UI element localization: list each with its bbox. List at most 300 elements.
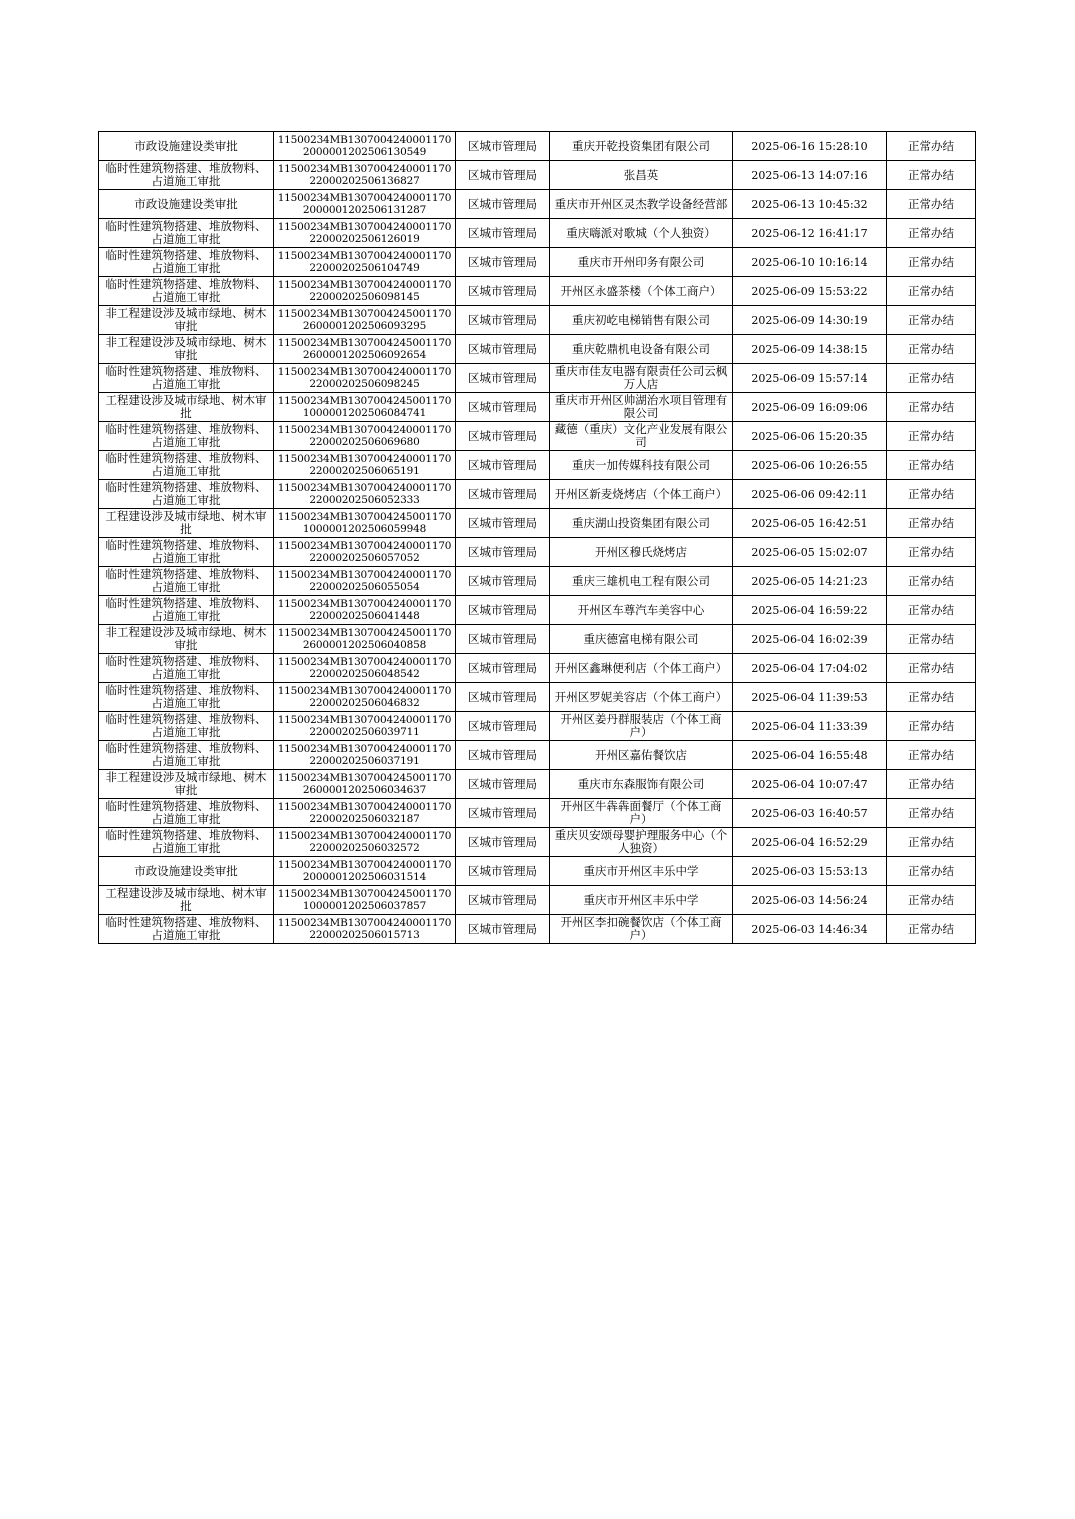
cell-approval-type-text: 非工程建设涉及城市绿地、树木审批 <box>105 336 267 362</box>
cell-department-text: 区城市管理局 <box>468 719 537 733</box>
cell-completion-time-text: 2025-06-06 09:42:11 <box>751 487 868 501</box>
cell-department-text: 区城市管理局 <box>468 168 537 182</box>
table-row <box>99 683 976 712</box>
cell-applicant <box>550 509 733 538</box>
cell-approval-type-text: 非工程建设涉及城市绿地、树木审批 <box>105 771 267 797</box>
cell-applicant-text: 重庆市开州区丰乐中学 <box>583 864 699 878</box>
cell-status <box>887 567 976 596</box>
cell-department-text: 区城市管理局 <box>468 835 537 849</box>
cell-applicant <box>550 277 733 306</box>
cell-approval-type-text: 工程建设涉及城市绿地、树木审批 <box>105 394 267 420</box>
cell-case-number-text: 11500234MB130700424000117022000202506039711 <box>277 713 452 738</box>
cell-status <box>887 306 976 335</box>
cell-department-text: 区城市管理局 <box>468 342 537 356</box>
cell-department <box>456 857 550 886</box>
table-row <box>99 190 976 219</box>
cell-status-text: 正常办结 <box>908 893 954 907</box>
cell-completion-time <box>733 596 887 625</box>
cell-completion-time-text: 2025-06-09 15:53:22 <box>751 284 868 298</box>
cell-approval-type <box>99 828 274 857</box>
cell-completion-time <box>733 132 887 161</box>
cell-case-number-text: 11500234MB130700424000117022000202506098245 <box>277 365 452 390</box>
cell-approval-type <box>99 886 274 915</box>
table-row <box>99 219 976 248</box>
cell-department <box>456 190 550 219</box>
cell-case-number <box>274 857 456 886</box>
cell-case-number <box>274 480 456 509</box>
cell-status-text: 正常办结 <box>908 806 954 820</box>
cell-applicant <box>550 799 733 828</box>
cell-status-text: 正常办结 <box>908 255 954 269</box>
table-row <box>99 567 976 596</box>
cell-completion-time-text: 2025-06-09 14:38:15 <box>751 342 868 356</box>
table-row <box>99 828 976 857</box>
cell-approval-type-text: 临时性建筑物搭建、堆放物料、占道施工审批 <box>105 655 267 681</box>
cell-case-number-text: 11500234MB13070042450011702600001202506092654 <box>277 336 452 361</box>
cell-approval-type-text: 临时性建筑物搭建、堆放物料、占道施工审批 <box>105 742 267 768</box>
table-row <box>99 480 976 509</box>
cell-case-number <box>274 886 456 915</box>
cell-completion-time <box>733 335 887 364</box>
cell-completion-time-text: 2025-06-05 14:21:23 <box>751 574 868 588</box>
cell-status-text: 正常办结 <box>908 864 954 878</box>
cell-approval-type-text: 市政设施建设类审批 <box>134 864 238 878</box>
cell-case-number-text: 11500234MB13070042400011702000001202506031514 <box>277 858 452 883</box>
table-row <box>99 741 976 770</box>
table-row <box>99 886 976 915</box>
cell-department <box>456 654 550 683</box>
table-row <box>99 161 976 190</box>
cell-applicant <box>550 364 733 393</box>
cell-case-number-text: 11500234MB130700424000117022000202506104749 <box>277 249 452 274</box>
cell-case-number <box>274 683 456 712</box>
cell-approval-type-text: 市政设施建设类审批 <box>134 197 238 211</box>
cell-approval-type <box>99 741 274 770</box>
cell-status <box>887 886 976 915</box>
cell-status-text: 正常办结 <box>908 719 954 733</box>
cell-status <box>887 857 976 886</box>
cell-applicant <box>550 538 733 567</box>
cell-approval-type <box>99 306 274 335</box>
table-row <box>99 857 976 886</box>
cell-completion-time <box>733 277 887 306</box>
cell-completion-time <box>733 219 887 248</box>
cell-department <box>456 161 550 190</box>
cell-completion-time-text: 2025-06-09 15:57:14 <box>751 371 868 385</box>
cell-completion-time <box>733 509 887 538</box>
cell-completion-time-text: 2025-06-04 17:04:02 <box>751 661 868 675</box>
cell-completion-time-text: 2025-06-09 14:30:19 <box>751 313 868 327</box>
cell-completion-time <box>733 886 887 915</box>
cell-completion-time <box>733 712 887 741</box>
cell-completion-time-text: 2025-06-04 10:07:47 <box>751 777 868 791</box>
cell-applicant <box>550 132 733 161</box>
cell-applicant-text: 开州区车尊汽车美容中心 <box>577 603 705 617</box>
cell-completion-time-text: 2025-06-13 14:07:16 <box>751 168 868 182</box>
cell-applicant <box>550 306 733 335</box>
cell-approval-type-text: 临时性建筑物搭建、堆放物料、占道施工审批 <box>105 597 267 623</box>
cell-approval-type <box>99 596 274 625</box>
cell-department-text: 区城市管理局 <box>468 690 537 704</box>
table-row <box>99 538 976 567</box>
cell-approval-type <box>99 712 274 741</box>
cell-applicant-text: 重庆乾鼎机电设备有限公司 <box>572 342 710 356</box>
cell-case-number-text: 11500234MB130700424000117022000202506052333 <box>277 481 452 506</box>
cell-department <box>456 451 550 480</box>
cell-completion-time <box>733 828 887 857</box>
cell-status-text: 正常办结 <box>908 342 954 356</box>
cell-department <box>456 886 550 915</box>
cell-approval-type <box>99 451 274 480</box>
cell-department <box>456 306 550 335</box>
cell-applicant-text: 开州区李扣碗餐饮店（个体工商户） <box>560 916 722 942</box>
cell-department <box>456 915 550 944</box>
cell-completion-time <box>733 161 887 190</box>
cell-department <box>456 567 550 596</box>
cell-status <box>887 770 976 799</box>
cell-department-text: 区城市管理局 <box>468 487 537 501</box>
cell-approval-type <box>99 538 274 567</box>
cell-department <box>456 248 550 277</box>
cell-completion-time <box>733 538 887 567</box>
cell-completion-time-text: 2025-06-04 11:33:39 <box>751 719 868 733</box>
cell-applicant <box>550 480 733 509</box>
cell-department-text: 区城市管理局 <box>468 429 537 443</box>
cell-status <box>887 625 976 654</box>
cell-completion-time <box>733 654 887 683</box>
cell-case-number-text: 11500234MB13070042450011702600001202506034637 <box>277 771 452 796</box>
cell-case-number <box>274 741 456 770</box>
cell-applicant-text: 开州区姜丹群服装店（个体工商户） <box>560 713 722 739</box>
cell-status-text: 正常办结 <box>908 371 954 385</box>
cell-applicant <box>550 422 733 451</box>
cell-status <box>887 712 976 741</box>
cell-case-number <box>274 248 456 277</box>
cell-status-text: 正常办结 <box>908 226 954 240</box>
cell-applicant <box>550 741 733 770</box>
cell-department <box>456 538 550 567</box>
cell-approval-type-text: 工程建设涉及城市绿地、树木审批 <box>105 887 267 913</box>
cell-approval-type <box>99 132 274 161</box>
cell-approval-type-text: 非工程建设涉及城市绿地、树木审批 <box>105 307 267 333</box>
cell-case-number-text: 11500234MB13070042450011702600001202506093295 <box>277 307 452 332</box>
cell-applicant <box>550 770 733 799</box>
cell-case-number <box>274 422 456 451</box>
cell-case-number-text: 11500234MB130700424000117022000202506136827 <box>277 162 452 187</box>
cell-case-number-text: 11500234MB130700424000117022000202506057052 <box>277 539 452 564</box>
table-row <box>99 364 976 393</box>
cell-status <box>887 596 976 625</box>
cell-department-text: 区城市管理局 <box>468 893 537 907</box>
table-row <box>99 132 976 161</box>
cell-applicant-text: 重庆湖山投资集团有限公司 <box>572 516 710 530</box>
cell-status <box>887 915 976 944</box>
cell-approval-type-text: 工程建设涉及城市绿地、树木审批 <box>105 510 267 536</box>
cell-completion-time-text: 2025-06-03 14:46:34 <box>751 922 868 936</box>
cell-approval-type <box>99 770 274 799</box>
cell-applicant-text: 重庆市开州印务有限公司 <box>577 255 705 269</box>
cell-status-text: 正常办结 <box>908 487 954 501</box>
cell-applicant <box>550 915 733 944</box>
cell-approval-type-text: 临时性建筑物搭建、堆放物料、占道施工审批 <box>105 162 267 188</box>
cell-case-number-text: 11500234MB130700424000117022000202506098145 <box>277 278 452 303</box>
cell-case-number-text: 11500234MB130700424000117022000202506046832 <box>277 684 452 709</box>
cell-applicant-text: 重庆德富电梯有限公司 <box>583 632 699 646</box>
cell-case-number <box>274 654 456 683</box>
table-row <box>99 277 976 306</box>
cell-department-text: 区城市管理局 <box>468 197 537 211</box>
cell-completion-time <box>733 915 887 944</box>
cell-applicant <box>550 335 733 364</box>
table-row <box>99 422 976 451</box>
cell-case-number <box>274 625 456 654</box>
cell-approval-type <box>99 683 274 712</box>
cell-case-number <box>274 306 456 335</box>
cell-completion-time <box>733 799 887 828</box>
table-row <box>99 654 976 683</box>
cell-applicant <box>550 190 733 219</box>
cell-completion-time <box>733 393 887 422</box>
cell-status-text: 正常办结 <box>908 574 954 588</box>
table-row <box>99 799 976 828</box>
cell-completion-time-text: 2025-06-03 14:56:24 <box>751 893 868 907</box>
cell-status <box>887 538 976 567</box>
cell-status-text: 正常办结 <box>908 661 954 675</box>
cell-applicant <box>550 596 733 625</box>
cell-completion-time-text: 2025-06-04 11:39:53 <box>751 690 868 704</box>
cell-approval-type <box>99 161 274 190</box>
table-row <box>99 712 976 741</box>
cell-applicant-text: 重庆一加传媒科技有限公司 <box>572 458 710 472</box>
cell-applicant-text: 开州区穆氏烧烤店 <box>595 545 687 559</box>
cell-approval-type <box>99 915 274 944</box>
cell-completion-time-text: 2025-06-09 16:09:06 <box>751 400 868 414</box>
table-row <box>99 625 976 654</box>
cell-applicant-text: 开州区新麦烧烤店（个体工商户） <box>554 487 728 501</box>
cell-status <box>887 393 976 422</box>
table-row <box>99 509 976 538</box>
cell-completion-time-text: 2025-06-06 15:20:35 <box>751 429 868 443</box>
cell-status-text: 正常办结 <box>908 690 954 704</box>
cell-status-text: 正常办结 <box>908 545 954 559</box>
cell-approval-type <box>99 567 274 596</box>
cell-case-number-text: 11500234MB13070042400011702000001202506130549 <box>277 133 452 158</box>
cell-department-text: 区城市管理局 <box>468 226 537 240</box>
cell-case-number <box>274 277 456 306</box>
cell-approval-type-text: 临时性建筑物搭建、堆放物料、占道施工审批 <box>105 916 267 942</box>
cell-case-number <box>274 828 456 857</box>
cell-case-number <box>274 538 456 567</box>
cell-approval-type <box>99 857 274 886</box>
cell-department <box>456 625 550 654</box>
cell-applicant <box>550 393 733 422</box>
cell-applicant <box>550 828 733 857</box>
cell-department <box>456 393 550 422</box>
cell-status <box>887 741 976 770</box>
cell-applicant-text: 开州区牛犇犇面餐厅（个体工商户） <box>560 800 722 826</box>
cell-case-number-text: 11500234MB130700424000117022000202506041448 <box>277 597 452 622</box>
cell-department <box>456 712 550 741</box>
cell-status-text: 正常办结 <box>908 516 954 530</box>
cell-status-text: 正常办结 <box>908 313 954 327</box>
cell-approval-type-text: 临时性建筑物搭建、堆放物料、占道施工审批 <box>105 249 267 275</box>
cell-approval-type-text: 临时性建筑物搭建、堆放物料、占道施工审批 <box>105 713 267 739</box>
cell-approval-type-text: 临时性建筑物搭建、堆放物料、占道施工审批 <box>105 365 267 391</box>
cell-applicant-text: 重庆市开州区丰乐中学 <box>583 893 699 907</box>
cell-approval-type-text: 临时性建筑物搭建、堆放物料、占道施工审批 <box>105 539 267 565</box>
cell-completion-time-text: 2025-06-04 16:02:39 <box>751 632 868 646</box>
cell-department-text: 区城市管理局 <box>468 458 537 472</box>
cell-approval-type <box>99 219 274 248</box>
cell-completion-time <box>733 422 887 451</box>
cell-completion-time <box>733 770 887 799</box>
cell-status-text: 正常办结 <box>908 748 954 762</box>
cell-applicant <box>550 451 733 480</box>
cell-completion-time-text: 2025-06-03 16:40:57 <box>751 806 868 820</box>
cell-applicant-text: 重庆市开州区灵杰教学设备经营部 <box>554 197 728 211</box>
cell-approval-type-text: 临时性建筑物搭建、堆放物料、占道施工审批 <box>105 829 267 855</box>
cell-status <box>887 509 976 538</box>
cell-department-text: 区城市管理局 <box>468 603 537 617</box>
cell-status-text: 正常办结 <box>908 197 954 211</box>
cell-case-number <box>274 219 456 248</box>
cell-case-number <box>274 161 456 190</box>
cell-status-text: 正常办结 <box>908 458 954 472</box>
cell-case-number <box>274 509 456 538</box>
cell-completion-time-text: 2025-06-12 16:41:17 <box>751 226 868 240</box>
cell-case-number-text: 11500234MB13070042450011702600001202506040858 <box>277 626 452 651</box>
cell-case-number <box>274 190 456 219</box>
cell-approval-type-text: 临时性建筑物搭建、堆放物料、占道施工审批 <box>105 684 267 710</box>
table-row <box>99 596 976 625</box>
cell-status-text: 正常办结 <box>908 603 954 617</box>
cell-department <box>456 364 550 393</box>
cell-department <box>456 683 550 712</box>
cell-department-text: 区城市管理局 <box>468 661 537 675</box>
records-table <box>98 131 976 944</box>
cell-department-text: 区城市管理局 <box>468 400 537 414</box>
cell-status-text: 正常办结 <box>908 429 954 443</box>
cell-applicant-text: 藏德（重庆）文化产业发展有限公司 <box>554 423 728 449</box>
cell-department <box>456 596 550 625</box>
cell-status <box>887 364 976 393</box>
records-body <box>99 132 976 944</box>
cell-completion-time-text: 2025-06-05 16:42:51 <box>751 516 868 530</box>
cell-status <box>887 683 976 712</box>
cell-completion-time-text: 2025-06-04 16:52:29 <box>751 835 868 849</box>
cell-applicant <box>550 219 733 248</box>
cell-case-number <box>274 915 456 944</box>
cell-approval-type <box>99 799 274 828</box>
cell-department <box>456 509 550 538</box>
cell-applicant-text: 重庆市佳友电器有限责任公司云枫万人店 <box>554 365 728 391</box>
cell-completion-time-text: 2025-06-03 15:53:13 <box>751 864 868 878</box>
table-row <box>99 393 976 422</box>
cell-status <box>887 132 976 161</box>
cell-approval-type-text: 临时性建筑物搭建、堆放物料、占道施工审批 <box>105 568 267 594</box>
cell-department <box>456 770 550 799</box>
table-row <box>99 770 976 799</box>
cell-approval-type <box>99 480 274 509</box>
cell-completion-time-text: 2025-06-04 16:59:22 <box>751 603 868 617</box>
cell-status-text: 正常办结 <box>908 835 954 849</box>
cell-approval-type-text: 非工程建设涉及城市绿地、树木审批 <box>105 626 267 652</box>
cell-approval-type-text: 临时性建筑物搭建、堆放物料、占道施工审批 <box>105 423 267 449</box>
cell-completion-time <box>733 306 887 335</box>
cell-completion-time-text: 2025-06-13 10:45:32 <box>751 197 868 211</box>
cell-applicant-text: 重庆初屹电梯销售有限公司 <box>572 313 710 327</box>
cell-case-number-text: 11500234MB13070042450011701000001202506084741 <box>277 394 452 419</box>
cell-approval-type <box>99 422 274 451</box>
cell-status <box>887 219 976 248</box>
cell-department <box>456 219 550 248</box>
table-row <box>99 306 976 335</box>
cell-department-text: 区城市管理局 <box>468 574 537 588</box>
cell-status <box>887 451 976 480</box>
cell-applicant-text: 重庆嗨派对歌城（个人独资） <box>566 226 716 240</box>
cell-department <box>456 277 550 306</box>
cell-department <box>456 335 550 364</box>
cell-case-number <box>274 567 456 596</box>
cell-approval-type <box>99 190 274 219</box>
cell-approval-type-text: 临时性建筑物搭建、堆放物料、占道施工审批 <box>105 481 267 507</box>
cell-case-number-text: 11500234MB130700424000117022000202506015713 <box>277 916 452 941</box>
cell-case-number <box>274 770 456 799</box>
table-row <box>99 915 976 944</box>
cell-completion-time <box>733 190 887 219</box>
cell-department-text: 区城市管理局 <box>468 516 537 530</box>
cell-approval-type-text: 临时性建筑物搭建、堆放物料、占道施工审批 <box>105 452 267 478</box>
cell-case-number-text: 11500234MB130700424000117022000202506055054 <box>277 568 452 593</box>
cell-applicant-text: 重庆市开州区帅湖治水项目管理有限公司 <box>554 394 728 420</box>
cell-case-number-text: 11500234MB130700424000117022000202506032187 <box>277 800 452 825</box>
cell-department-text: 区城市管理局 <box>468 806 537 820</box>
cell-department <box>456 480 550 509</box>
cell-completion-time-text: 2025-06-06 10:26:55 <box>751 458 868 472</box>
cell-case-number <box>274 451 456 480</box>
cell-applicant <box>550 625 733 654</box>
table-row <box>99 248 976 277</box>
cell-applicant-text: 重庆三雄机电工程有限公司 <box>572 574 710 588</box>
cell-applicant-text: 开州区鑫琳便利店（个体工商户） <box>554 661 728 675</box>
cell-approval-type-text: 临时性建筑物搭建、堆放物料、占道施工审批 <box>105 800 267 826</box>
cell-status-text: 正常办结 <box>908 139 954 153</box>
cell-department-text: 区城市管理局 <box>468 313 537 327</box>
cell-applicant <box>550 712 733 741</box>
cell-status <box>887 422 976 451</box>
cell-completion-time <box>733 364 887 393</box>
cell-completion-time-text: 2025-06-16 15:28:10 <box>751 139 868 153</box>
cell-applicant-text: 重庆开乾投资集团有限公司 <box>572 139 710 153</box>
cell-approval-type <box>99 654 274 683</box>
cell-completion-time-text: 2025-06-04 16:55:48 <box>751 748 868 762</box>
cell-status <box>887 161 976 190</box>
cell-status <box>887 248 976 277</box>
cell-applicant-text: 张昌英 <box>623 168 659 182</box>
cell-department-text: 区城市管理局 <box>468 371 537 385</box>
cell-case-number-text: 11500234MB13070042450011701000001202506037857 <box>277 887 452 912</box>
cell-department-text: 区城市管理局 <box>468 284 537 298</box>
cell-applicant-text: 重庆市东森服饰有限公司 <box>577 777 705 791</box>
cell-case-number-text: 11500234MB130700424000117022000202506037191 <box>277 742 452 767</box>
cell-status <box>887 799 976 828</box>
cell-case-number-text: 11500234MB130700424000117022000202506069680 <box>277 423 452 448</box>
cell-completion-time-text: 2025-06-05 15:02:07 <box>751 545 868 559</box>
cell-approval-type-text: 临时性建筑物搭建、堆放物料、占道施工审批 <box>105 220 267 246</box>
cell-approval-type <box>99 364 274 393</box>
cell-applicant-text: 开州区永盛茶楼（个体工商户） <box>560 284 722 298</box>
cell-completion-time <box>733 480 887 509</box>
